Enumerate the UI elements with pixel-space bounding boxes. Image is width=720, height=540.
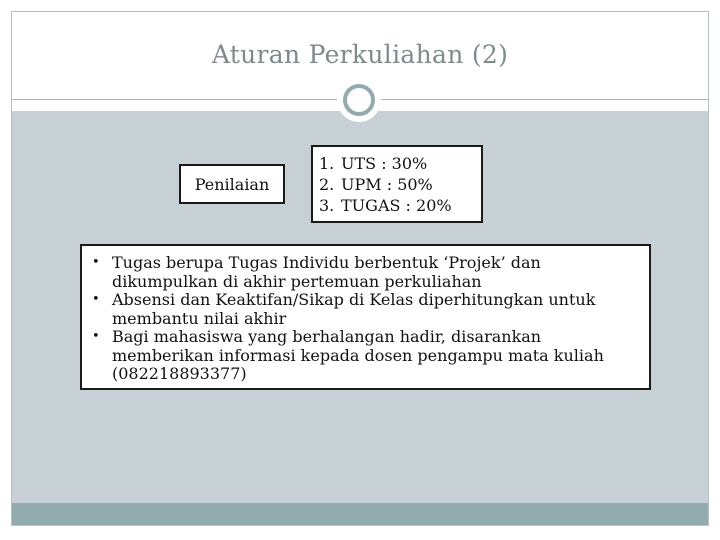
- grading-item: [319, 153, 481, 174]
- rules-item-text: Bagi mahasiswa yang berhalangan hadir, disarankan memberikan informasi kepada dosen pengampu mata kuliah (082218893377): [112, 327, 604, 383]
- grading-item-text: TUGAS : 20%: [341, 196, 452, 215]
- bullet-icon: •: [92, 292, 100, 307]
- assessment-label-box: [179, 164, 285, 204]
- circle-ornament-icon: [343, 84, 375, 116]
- grading-item: [319, 174, 481, 195]
- rules-notes-box: [80, 244, 651, 390]
- grading-item-number: 1.: [319, 154, 335, 173]
- footer-bar: [12, 503, 708, 525]
- grading-item-text: UPM : 50%: [341, 175, 433, 194]
- rules-list-item: [88, 254, 643, 291]
- bullet-icon: •: [92, 255, 100, 270]
- grading-list: [319, 153, 481, 216]
- grading-item-text: UTS : 30%: [341, 154, 428, 173]
- rules-item-text: Absensi dan Keaktifan/Sikap di Kelas diperhitungkan untuk membantu nilai akhir: [112, 290, 596, 328]
- rules-list: [88, 254, 643, 384]
- rules-list-item: [88, 328, 643, 384]
- grading-item: [319, 195, 481, 216]
- rules-item-text: Tugas berupa Tugas Individu berbentuk ‘Projek’ dan dikumpulkan di akhir pertemuan perkuliahan: [112, 253, 541, 291]
- bullet-icon: •: [92, 329, 100, 344]
- grading-item-number: 2.: [319, 175, 335, 194]
- grading-list-box: [311, 145, 483, 223]
- grading-item-number: 3.: [319, 196, 335, 215]
- assessment-label: Penilaian: [194, 174, 270, 194]
- rules-list-item: [88, 291, 643, 328]
- slide-title: Aturan Perkuliahan (2): [211, 40, 509, 69]
